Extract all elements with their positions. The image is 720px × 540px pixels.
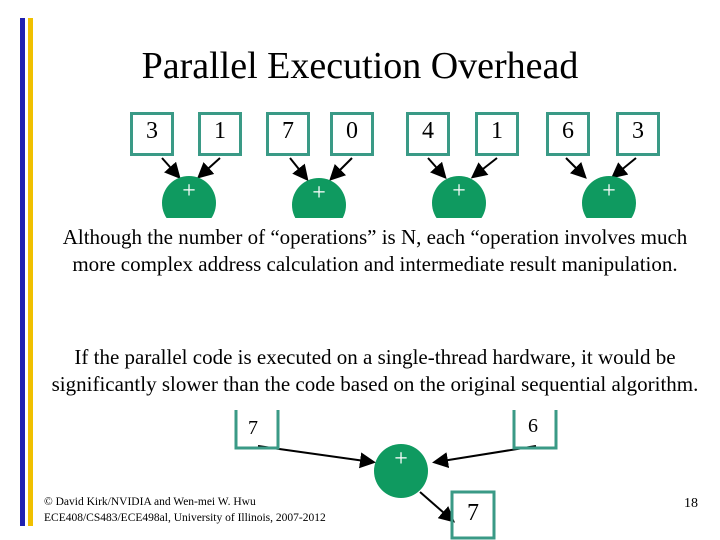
add-node-2: + (292, 178, 346, 232)
arrow-in-5 (428, 158, 444, 176)
arrow-in-3 (290, 158, 306, 178)
input-box-3: 7 (266, 112, 310, 156)
partial-left-value: 7 (248, 417, 258, 439)
copyright-line-2: ECE408/CS483/ECE498al, University of Illinois, 2007-2012 (44, 512, 326, 524)
add-node-1: + (162, 176, 216, 230)
copyright-notice (44, 494, 326, 526)
input-box-5: 4 (406, 112, 450, 156)
add-node-4: + (582, 176, 636, 230)
overhead-explanation: Although the number of “operations” is N, each “operation involves much more complex address calculation and intermediate result manipulation. (40, 218, 710, 288)
add-node-3: + (432, 176, 486, 230)
input-box-7: 6 (546, 112, 590, 156)
partial-right-value: 6 (528, 415, 538, 437)
result-value: 7 (467, 500, 479, 526)
slide-title: Parallel Execution Overhead (141, 45, 579, 87)
arrow-in-2 (200, 158, 220, 176)
arrow-in-8 (614, 158, 636, 176)
arrow-in-7 (566, 158, 584, 176)
input-box-6: 1 (475, 112, 519, 156)
input-box-4: 0 (330, 112, 374, 156)
add-node-final: + (374, 444, 428, 498)
input-box-2: 1 (198, 112, 242, 156)
input-box-1: 3 (130, 112, 174, 156)
copyright-line-1: © David Kirk/NVIDIA and Wen-mei W. Hwu (44, 496, 256, 508)
arrow-in-1 (162, 158, 178, 176)
arrow-in-6 (474, 158, 497, 176)
page-number: 18 (684, 496, 698, 511)
arrow-in-4 (332, 158, 352, 178)
input-box-8: 3 (616, 112, 660, 156)
single-thread-note: If the parallel code is executed on a single-thread hardware, it would be significantly slower than the code based on the original sequential algorithm. (40, 340, 710, 404)
arrow-result (420, 492, 452, 520)
